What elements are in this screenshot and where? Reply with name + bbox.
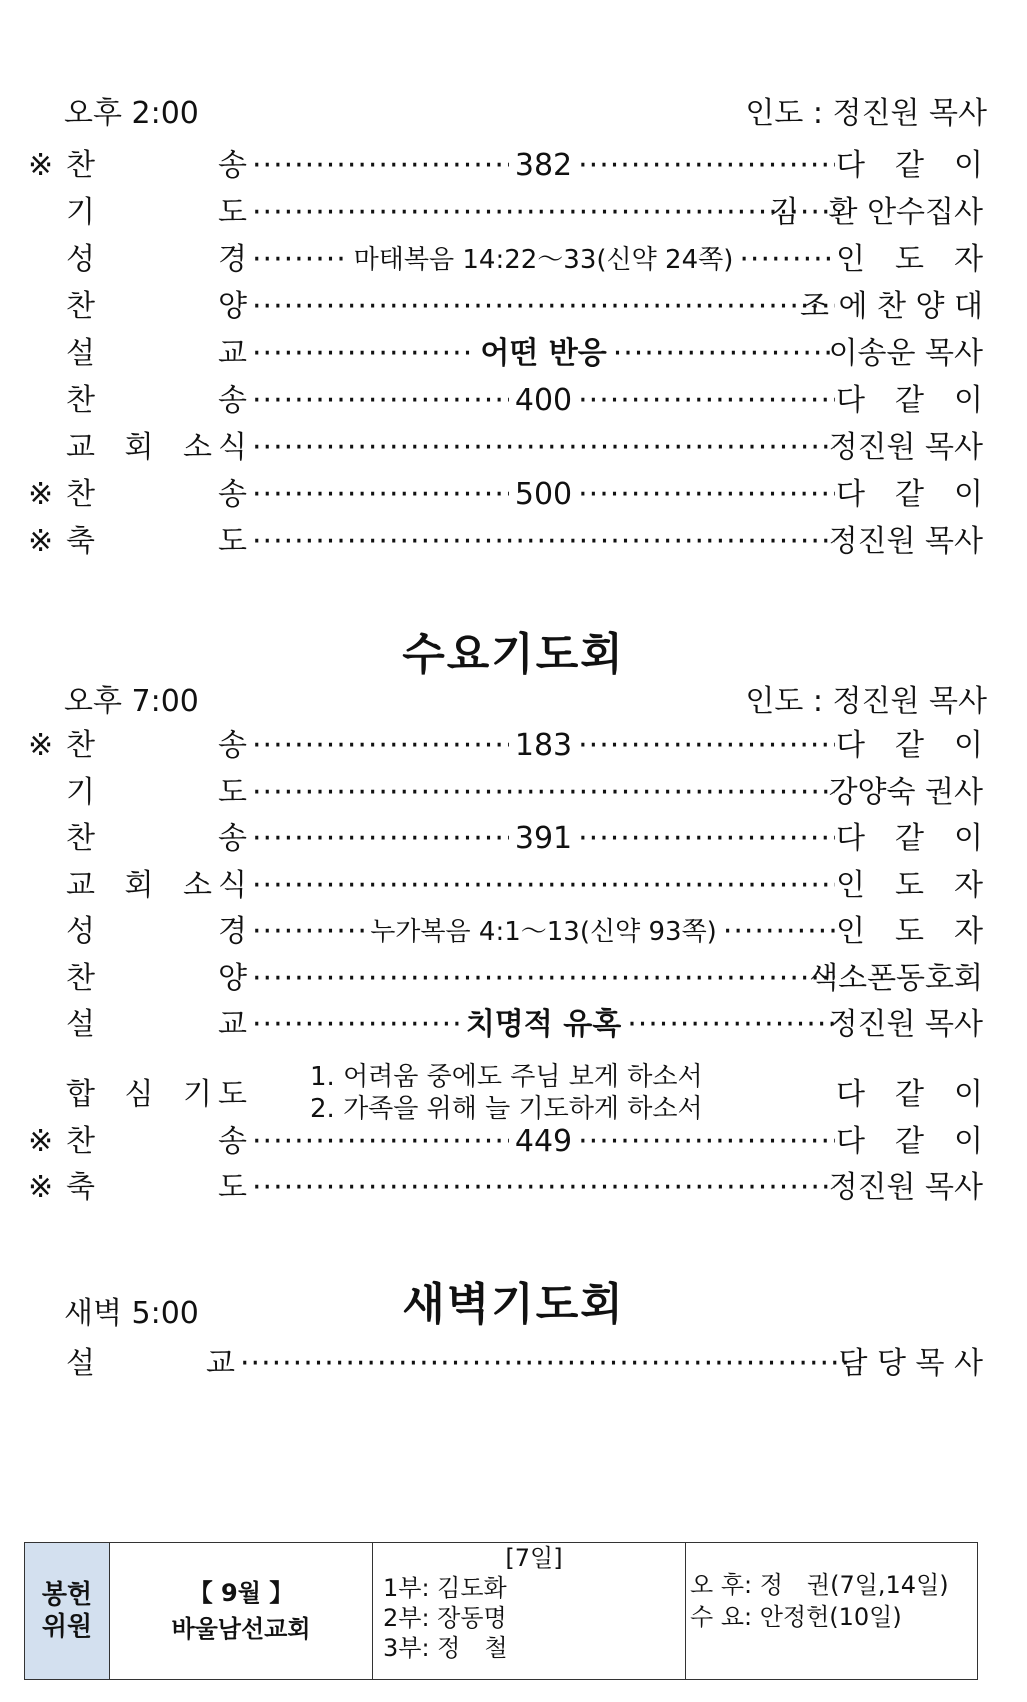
afternoon-row	[0, 377, 1027, 425]
wednesday-time: 오후 7:00	[64, 684, 199, 719]
item-label-end: 송	[218, 383, 247, 418]
item-label: 설	[66, 336, 95, 371]
item-detail: 마태복음 14:22～33(신약 24쪽)	[353, 245, 734, 275]
dawn-c2: 교	[206, 1346, 235, 1381]
item-label-end: 송	[218, 477, 247, 512]
item-label: 찬	[66, 477, 95, 512]
item-label: 축	[66, 1170, 95, 1205]
item-person: 다 같 이	[836, 383, 983, 418]
sermon-title: 어떤 반응	[480, 336, 607, 371]
item-label-end: 송	[218, 728, 247, 763]
offering-committee-table	[24, 1542, 978, 1680]
item-label: 교 회 소	[66, 867, 223, 903]
leader-line	[252, 955, 835, 1003]
afternoon-row	[0, 283, 1027, 331]
wed-service: 수 요: 안정헌(10일)	[690, 1603, 902, 1631]
item-label-end: 교	[218, 1007, 247, 1042]
leader-line	[252, 283, 835, 331]
church-group: 바울남선교회	[171, 1615, 311, 1643]
afternoon-row	[0, 142, 1027, 190]
item-person: 다 같 이	[836, 821, 983, 856]
leader-line	[252, 862, 835, 910]
leader-line	[252, 1001, 835, 1049]
afternoon-row	[0, 424, 1027, 472]
item-detail: 500	[514, 477, 573, 512]
item-label-end: 양	[218, 289, 247, 324]
item-person: 정진원 목사	[828, 524, 983, 559]
wednesday-row	[0, 815, 1027, 863]
wednesday-row	[0, 908, 1027, 956]
item-label: 찬	[66, 821, 95, 856]
item-label-end: 도	[218, 1170, 247, 1205]
unison-label: 합 심 기	[66, 1077, 223, 1112]
leader-line	[252, 471, 835, 519]
leader-line	[252, 377, 835, 425]
leader-line	[252, 142, 835, 190]
item-label: 축	[66, 524, 95, 559]
wednesday-row	[0, 1001, 1027, 1049]
item-detail: 449	[514, 1124, 573, 1159]
offering-label-line1: 봉헌	[41, 1580, 93, 1610]
leader-line	[252, 722, 835, 770]
item-person: 인 도 자	[836, 242, 983, 277]
item-label: 찬	[66, 1124, 95, 1159]
mark-symbol: ※	[28, 728, 54, 763]
item-label-end: 송	[218, 1124, 247, 1159]
wednesday-row	[0, 862, 1027, 910]
afternoon-row	[0, 236, 1027, 284]
offering-label-line2: 위원	[41, 1612, 93, 1642]
leader-line	[252, 815, 835, 863]
item-label-end: 경	[218, 242, 247, 277]
dawn-time: 새벽 5:00	[64, 1296, 199, 1331]
item-person: 색소폰동호회	[809, 960, 983, 996]
wednesday-closing-row	[0, 1118, 1027, 1166]
leader-line	[252, 236, 835, 284]
item-detail: 400	[514, 383, 573, 418]
afternoon-row	[0, 189, 1027, 237]
item-person: 인 도 자	[836, 914, 983, 949]
item-label-end: 도	[218, 774, 247, 810]
mark-symbol: ※	[28, 477, 54, 512]
month-label: 【 9월 】	[188, 1579, 294, 1607]
leader-line	[252, 908, 835, 956]
mark-symbol: ※	[28, 148, 54, 183]
afternoon-row	[0, 471, 1027, 519]
offering-label	[25, 1543, 110, 1680]
item-person: 다 같 이	[836, 477, 983, 512]
service-3: 3부: 정 철	[383, 1634, 508, 1662]
item-label-end: 송	[218, 148, 247, 183]
item-label-end: 식	[218, 430, 247, 465]
leader-line	[252, 424, 835, 472]
service-1: 1부: 김도화	[383, 1574, 507, 1602]
item-label: 성	[66, 242, 95, 277]
item-detail: 391	[514, 821, 573, 856]
afternoon-row	[0, 518, 1027, 566]
item-label-end: 도	[218, 195, 247, 230]
item-person: 다 같 이	[836, 148, 983, 183]
unison-line-1: 1. 어려움 중에도 주님 보게 하소서	[310, 1062, 703, 1092]
item-label: 기	[66, 774, 95, 810]
wednesday-closing-row	[0, 1164, 1027, 1212]
item-label-end: 경	[218, 914, 247, 949]
dawn-sermon-row	[0, 1340, 1027, 1388]
item-person: 강양숙 권사	[828, 774, 983, 810]
afternoon-time: 오후 2:00	[64, 96, 199, 131]
mark-symbol: ※	[28, 1124, 54, 1159]
wednesday-row	[0, 955, 1027, 1003]
item-label: 교 회 소	[66, 430, 223, 465]
afternoon-row	[0, 330, 1027, 378]
item-label: 찬	[66, 289, 95, 324]
item-person: 김 환 안수집사	[769, 195, 983, 230]
unison-label-end: 도	[218, 1077, 247, 1112]
month-cell	[110, 1543, 373, 1680]
item-label-end: 양	[218, 960, 247, 996]
dawn-leader-dots	[240, 1340, 847, 1388]
afternoon-leader: 인도 : 정진원 목사	[745, 96, 987, 131]
item-label: 찬	[66, 960, 95, 996]
mark-symbol: ※	[28, 1170, 54, 1205]
leader-line	[252, 1118, 835, 1166]
dawn-who: 담 당 목 사	[838, 1346, 983, 1381]
item-label: 찬	[66, 148, 95, 183]
pm-service: 오 후: 정 권(7일,14일)	[690, 1571, 949, 1599]
item-label: 성	[66, 914, 95, 949]
leader-line	[252, 769, 835, 817]
unison-who: 다 같 이	[836, 1077, 983, 1112]
wednesday-leader: 인도 : 정진원 목사	[745, 684, 987, 719]
item-person: 다 같 이	[836, 728, 983, 763]
wednesday-row	[0, 722, 1027, 770]
item-label: 찬	[66, 383, 95, 418]
weekday-cell	[686, 1543, 978, 1680]
item-detail: 382	[514, 148, 573, 183]
item-label-end: 식	[218, 867, 247, 903]
wednesday-title: 수요기도회	[402, 629, 625, 680]
item-detail: 183	[514, 728, 573, 763]
item-person: 정진원 목사	[828, 1170, 983, 1205]
item-label-end: 송	[218, 821, 247, 856]
leader-line	[252, 1164, 835, 1212]
item-label-end: 교	[218, 336, 247, 371]
day-header: [7일]	[505, 1544, 563, 1572]
leader-line	[252, 189, 835, 237]
mark-symbol: ※	[28, 524, 54, 559]
item-person: 이송운 목사	[828, 336, 983, 371]
service-2: 2부: 장동명	[383, 1604, 507, 1632]
sermon-title: 치명적 유혹	[465, 1007, 622, 1042]
dawn-c1: 설	[66, 1346, 95, 1381]
item-person: 다 같 이	[836, 1124, 983, 1159]
item-detail: 누가복음 4:1～13(신약 93쪽)	[370, 917, 717, 947]
wednesday-row	[0, 769, 1027, 817]
leader-line	[252, 330, 835, 378]
item-person: 정진원 목사	[828, 430, 983, 465]
item-label: 설	[66, 1007, 95, 1042]
item-person: 조 에 찬 양 대	[799, 289, 983, 324]
leader-line	[252, 518, 835, 566]
sunday-cell	[373, 1543, 686, 1680]
dawn-title: 새벽기도회	[402, 1279, 625, 1330]
item-person: 인 도 자	[836, 867, 983, 903]
item-label-end: 도	[218, 524, 247, 559]
item-label: 기	[66, 195, 95, 230]
item-person: 정진원 목사	[828, 1007, 983, 1042]
item-label: 찬	[66, 728, 95, 763]
unison-line-2: 2. 가족을 위해 늘 기도하게 하소서	[310, 1094, 703, 1124]
